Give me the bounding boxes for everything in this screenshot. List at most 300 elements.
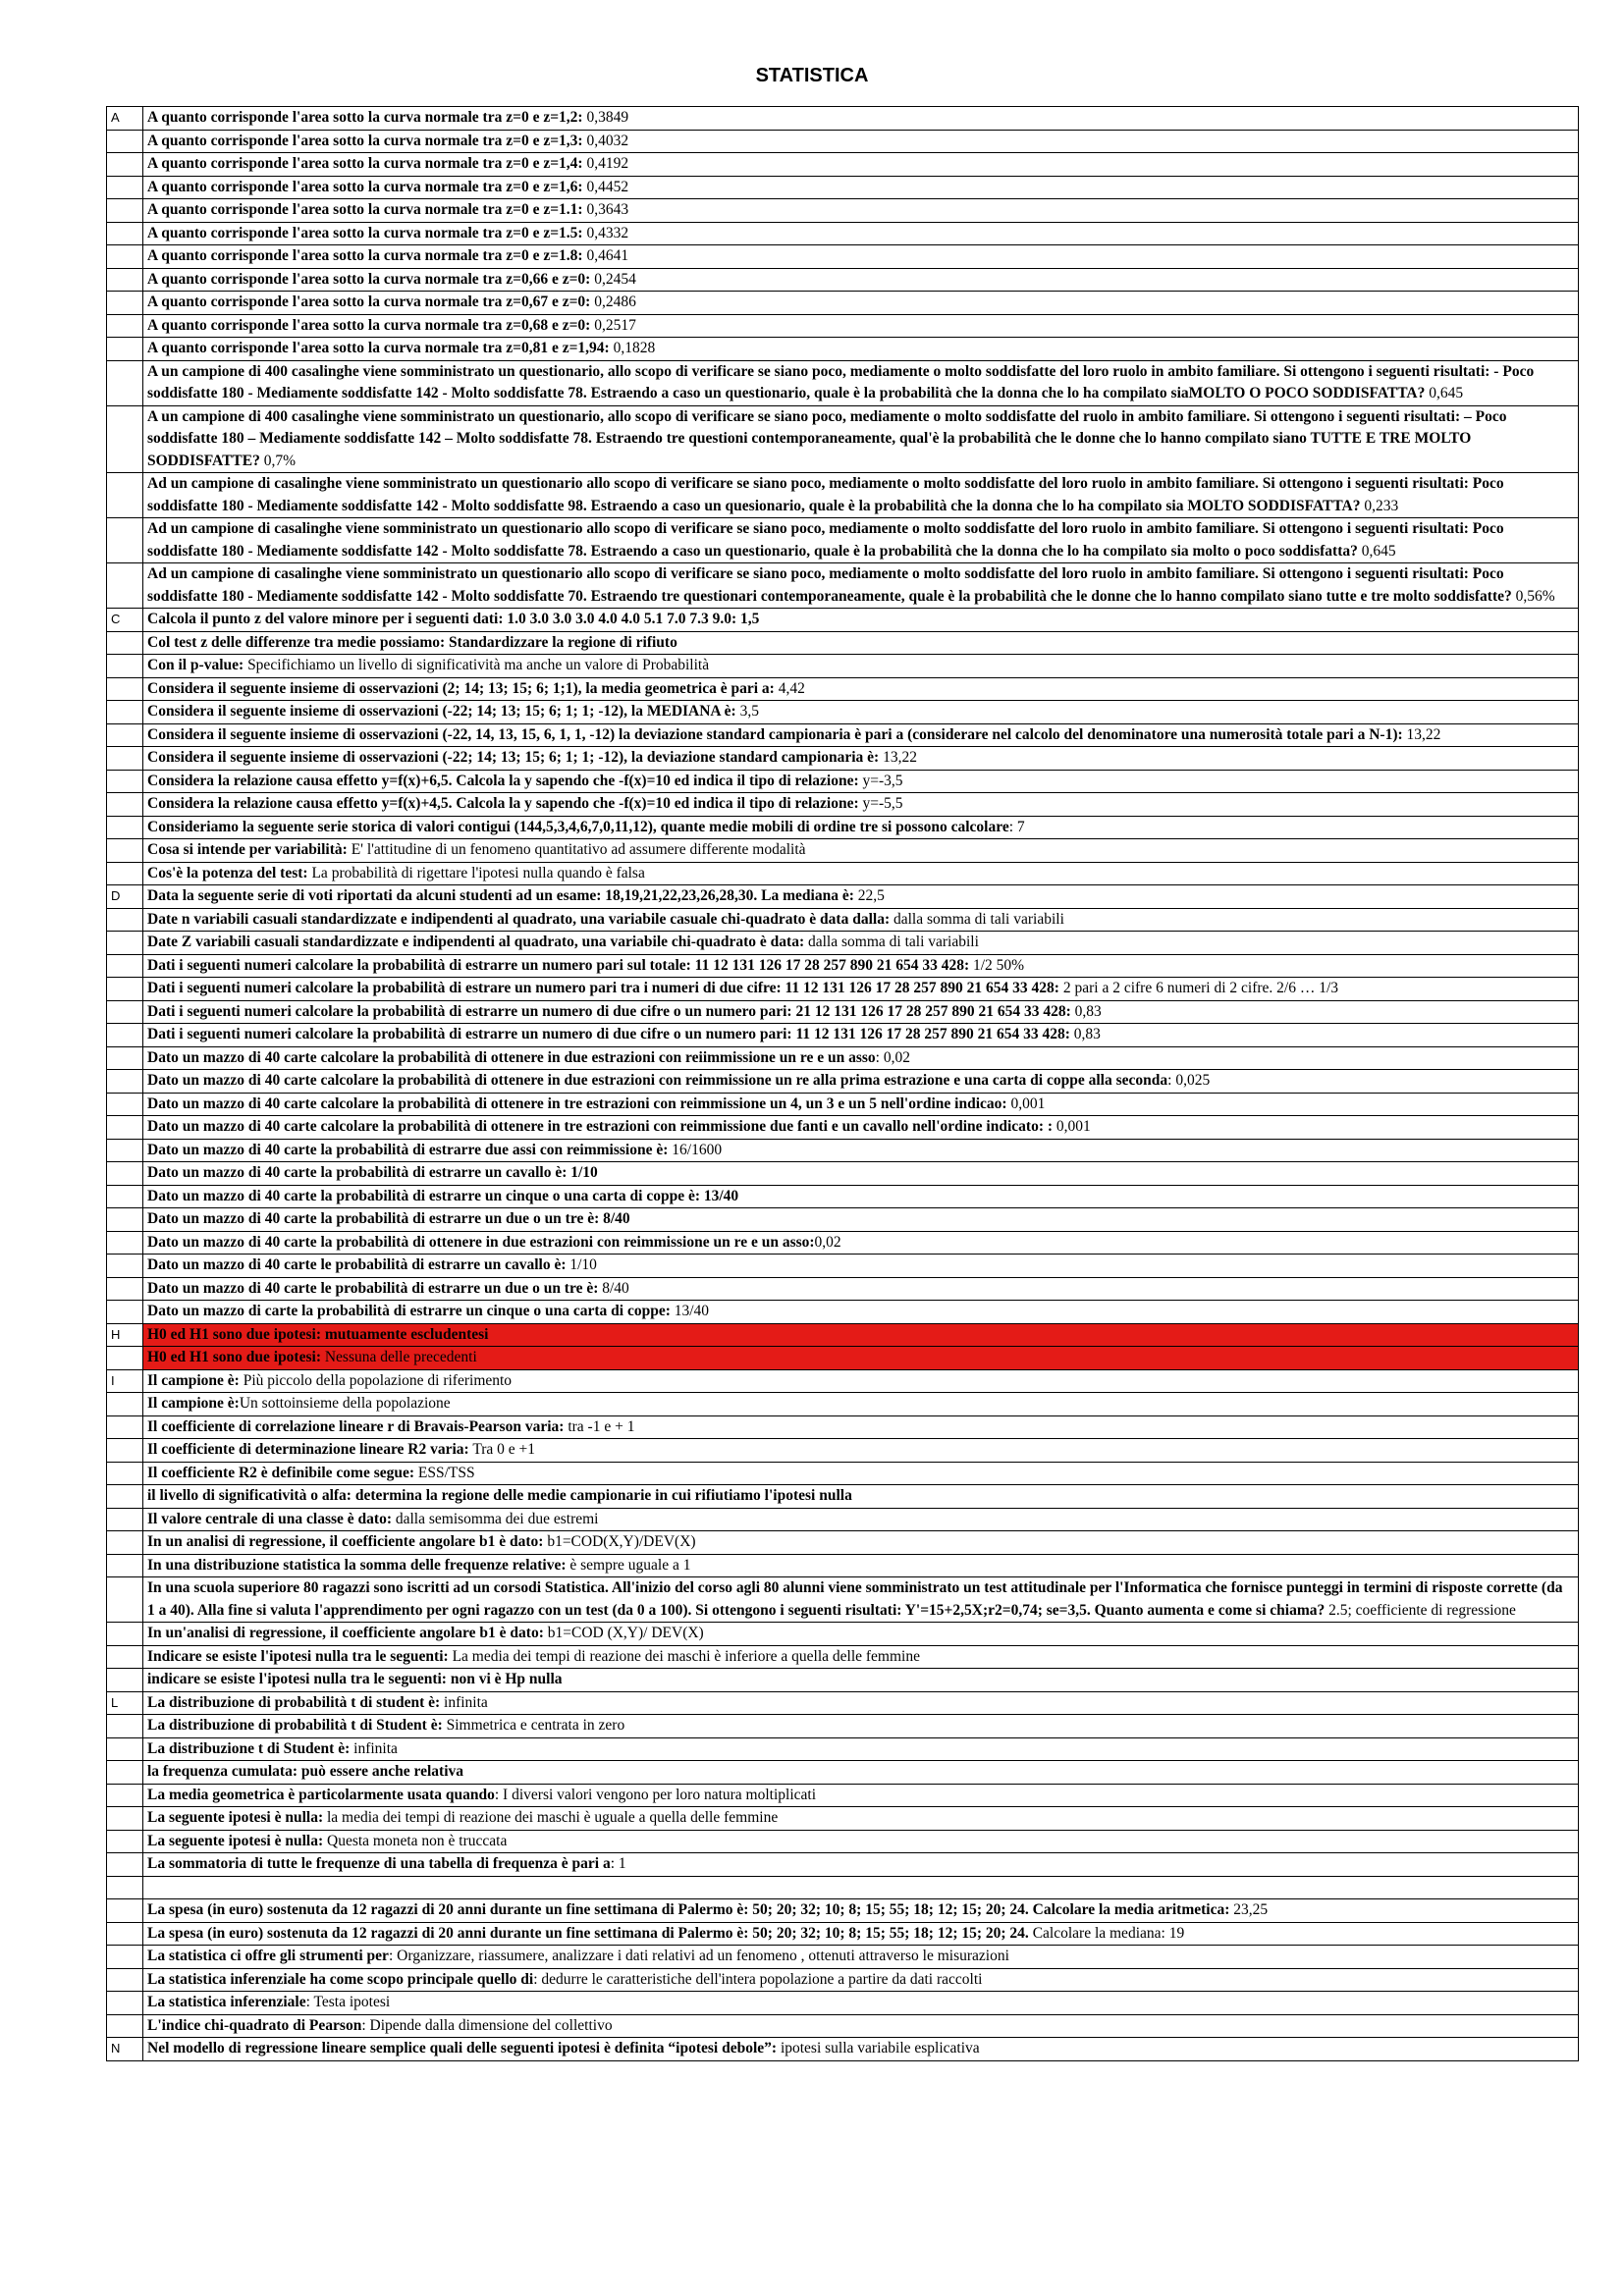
table-row: [107, 1185, 1579, 1208]
entry-cell: [143, 405, 1579, 473]
table-row: [107, 1737, 1579, 1761]
section-letter: [107, 1899, 143, 1923]
table-row: [107, 1439, 1579, 1463]
question-text: Dato un mazzo di carte la probabilità di estrarre un cinque o una carta di coppe:: [147, 1303, 671, 1319]
table-row: [107, 1715, 1579, 1738]
table-row: [107, 268, 1579, 292]
question-text: A quanto corrisponde l'area sotto la curva normale tra z=0 e z=1.1:: [147, 201, 583, 218]
table-row: [107, 1093, 1579, 1116]
entry-cell: [143, 1876, 1579, 1899]
table-row: [107, 1369, 1579, 1393]
section-letter: [107, 1623, 143, 1646]
section-letter: [107, 1737, 143, 1761]
table-row: [107, 1162, 1579, 1186]
question-text: Dato un mazzo di 40 carte le probabilità di estrarre un cavallo è:: [147, 1256, 567, 1273]
entry-cell: [143, 268, 1579, 292]
entry-cell: [143, 1393, 1579, 1416]
section-letter: [107, 1992, 143, 2015]
entry-cell: [143, 954, 1579, 978]
question-text: Considera il seguente insieme di osservazioni (2; 14; 13; 15; 6; 1;1), la media geometrica è pari a:: [147, 679, 775, 697]
answer-text: 0,2486: [590, 294, 636, 310]
answer-text: è sempre uguale a 1: [566, 1556, 691, 1574]
entry-cell: [143, 153, 1579, 177]
table-row: [107, 1000, 1579, 1024]
question-text: Indicare se esiste l'ipotesi nulla tra le seguenti:: [147, 1647, 449, 1665]
entry-cell: [143, 338, 1579, 361]
section-letter: [107, 268, 143, 292]
entry-cell: [143, 1899, 1579, 1923]
answer-text: 0,233: [1360, 497, 1399, 514]
section-letter: [107, 405, 143, 473]
question-text: Calcola il punto z del valore minore per i seguenti dati: 1.0 3.0 3.0 3.0 4.0 4.0 5.1 7.0 7.3 9.0: 1,5: [147, 611, 760, 627]
question-text: Dato un mazzo di 40 carte la probabilità di estrarre un cinque o una carta di coppe è: 13/40: [147, 1187, 739, 1204]
table-row: [107, 609, 1579, 632]
section-letter: [107, 1645, 143, 1669]
entry-cell: [143, 1231, 1579, 1255]
answer-text: 0,4192: [582, 155, 629, 172]
answer-text: 8/40: [598, 1279, 629, 1297]
table-row: [107, 1046, 1579, 1070]
entry-cell: [143, 1946, 1579, 1969]
question-text: La statistica ci offre gli strumenti per: [147, 1948, 389, 1964]
table-row: [107, 677, 1579, 701]
entry-cell: [143, 1070, 1579, 1094]
answer-text: Specifichiamo un livello di significatività ma anche un valore di Probabilità: [244, 657, 710, 673]
answer-text: 13,22: [879, 749, 917, 766]
answer-text: ipotesi sulla variabile esplicativa: [777, 2040, 980, 2056]
answer-text: : I diversi valori vengono per loro natura moltiplicati: [494, 1786, 817, 1803]
entry-cell: [143, 839, 1579, 863]
answer-text: E' l'attitudine di un fenomeno quantitativo ad assumere differente modalità: [347, 841, 806, 858]
section-letter: [107, 338, 143, 361]
question-text: indicare se esiste l'ipotesi nulla tra le seguenti: non vi è Hp nulla: [147, 1671, 563, 1687]
table-row: [107, 1946, 1579, 1969]
section-letter: [107, 314, 143, 338]
question-text: H0 ed H1 sono due ipotesi:: [147, 1349, 321, 1365]
section-letter: [107, 1853, 143, 1877]
answer-text: 0,3643: [582, 201, 629, 218]
entry-cell: [143, 2038, 1579, 2061]
question-text: La distribuzione t di Student è:: [147, 1739, 351, 1757]
table-row: [107, 954, 1579, 978]
section-letter: [107, 954, 143, 978]
answer-text: Simmetrica e centrata in zero: [442, 1717, 625, 1734]
answer-text: 2.5; coefficiente di regressione: [1325, 1601, 1516, 1619]
answer-text: tra -1 e + 1: [564, 1417, 635, 1435]
question-text: H0 ed H1 sono due ipotesi: mutuamente escludentesi: [147, 1325, 489, 1343]
section-letter: A: [107, 107, 143, 131]
question-text: Considera la relazione causa effetto y=f(x)+6,5. Calcola la y sapendo che -f(x)=10 ed indica il tipo di relazione:: [147, 772, 859, 789]
table-row: [107, 1853, 1579, 1877]
entry-cell: [143, 1992, 1579, 2015]
table-row: [107, 360, 1579, 405]
section-letter: [107, 1415, 143, 1439]
table-row: [107, 153, 1579, 177]
question-text: Il coefficiente di correlazione lineare r di Bravais-Pearson varia:: [147, 1417, 565, 1435]
entry-cell: [143, 245, 1579, 269]
question-text: Date n variabili casuali standardizzate e indipendenti al quadrato, una variabile casuale chi-quadrato è data dalla:: [147, 910, 891, 928]
question-text: Dato un mazzo di 40 carte calcolare la probabilità di ottenere in tre estrazioni con reimmissione un 4, un 3 e un 5 nell'ordine indicao:: [147, 1095, 1007, 1112]
entry-cell: [143, 563, 1579, 609]
question-text: Cosa si intende per variabilità:: [147, 841, 348, 858]
section-letter: [107, 793, 143, 817]
table-row: [107, 1554, 1579, 1577]
question-text: A quanto corrisponde l'area sotto la curva normale tra z=0 e z=1.5:: [147, 224, 583, 241]
table-row: [107, 292, 1579, 315]
answer-text: 0,645: [1357, 542, 1396, 560]
table-row: [107, 1807, 1579, 1831]
section-letter: I: [107, 1369, 143, 1393]
table-row: [107, 1208, 1579, 1232]
entry-cell: [143, 199, 1579, 223]
question-text: A un campione di 400 casalinghe viene somministrato un questionario, allo scopo di verificare se siano poco, mediamente o molto soddisfatte del loro ruolo in ambito familiare. Si ottengono i seguenti risultati: - Poco soddisfatte 180 - Mediamente soddisfatte 142 - Molto soddisfatte 78. Estraendo a caso un questionario, quale è la probabilità che la donna che lo ha compilato siaMOLTO O POCO SODDISFATTA?: [147, 362, 1535, 401]
table-row: [107, 405, 1579, 473]
table-row: [107, 816, 1579, 839]
answer-text: la media dei tempi di reazione dei maschi è uguale a quella delle femmine: [323, 1809, 779, 1826]
table-row: [107, 1462, 1579, 1485]
section-letter: [107, 862, 143, 885]
entry-cell: [143, 176, 1579, 199]
entry-cell: [143, 314, 1579, 338]
entry-cell: [143, 1439, 1579, 1463]
answer-text: y=-5,5: [858, 795, 903, 812]
table-row: [107, 130, 1579, 153]
question-text: Dato un mazzo di 40 carte calcolare la probabilità di ottenere in tre estrazioni con reimmissione due fanti e un cavallo nell'ordine indicato: :: [147, 1118, 1054, 1135]
entry-cell: [143, 1577, 1579, 1623]
table-row: [107, 176, 1579, 199]
entry-cell: [143, 1347, 1579, 1370]
question-text: La distribuzione di probabilità t di Student è:: [147, 1717, 443, 1734]
table-row: [107, 1415, 1579, 1439]
table-row: [107, 1876, 1579, 1899]
table-row: [107, 1485, 1579, 1509]
entry-cell: [143, 1415, 1579, 1439]
answer-text: 3,5: [735, 703, 759, 720]
question-text: Il campione è:: [147, 1395, 240, 1412]
entry-cell: [143, 1485, 1579, 1509]
section-letter: [107, 1715, 143, 1738]
question-text: La seguente ipotesi è nulla:: [147, 1832, 324, 1849]
section-letter: [107, 1093, 143, 1116]
entry-cell: [143, 222, 1579, 245]
answer-text: 0,4032: [582, 132, 629, 149]
section-letter: [107, 360, 143, 405]
section-letter: [107, 816, 143, 839]
table-row: [107, 1231, 1579, 1255]
question-text: La statistica inferenziale: [147, 1994, 306, 2010]
question-text: Nel modello di regressione lineare semplice quali delle seguenti ipotesi è definita “ipotesi debole”:: [147, 2040, 778, 2056]
section-letter: [107, 1669, 143, 1692]
answer-text: 0,4641: [582, 247, 629, 264]
entry-cell: [143, 1208, 1579, 1232]
question-text: Ad un campione di casalinghe viene somministrato un questionario allo scopo di verificare se siano poco, mediamente o molto soddisfatte del loro ruolo in ambito familiare. Si ottengono i seguenti risultati: Poco soddisfatte 180 - Mediamente soddisfatte 142 - Molto soddisfatte 70. Estraendo tre questionari contemporaneamente, quale è la probabilità che le donne che lo hanno compilato siano tutte e tre molto soddisfatte?: [147, 565, 1512, 605]
entry-cell: [143, 130, 1579, 153]
entry-cell: [143, 1000, 1579, 1024]
section-letter: [107, 222, 143, 245]
entry-cell: [143, 677, 1579, 701]
question-text: A quanto corrisponde l'area sotto la curva normale tra z=0,67 e z=0:: [147, 294, 591, 310]
answer-text: : Dipende dalla dimensione del collettivo: [361, 2016, 613, 2034]
entry-cell: [143, 1554, 1579, 1577]
question-text: Considera il seguente insieme di osservazioni (-22; 14; 13; 15; 6; 1; 1; -12), la MEDIANA è:: [147, 703, 736, 720]
question-text: La spesa (in euro) sostenuta da 12 ragazzi di 20 anni durante un fine settimana di Palermo è: 50; 20; 32; 10; 8; 15; 55; 18; 12; 15; 20; 24.: [147, 1924, 1029, 1942]
answer-text: 1/10: [566, 1256, 597, 1273]
answer-text: y=-3,5: [858, 772, 903, 789]
section-letter: [107, 1301, 143, 1324]
question-text: Cos'è la potenza del test:: [147, 864, 308, 881]
entry-cell: [143, 292, 1579, 315]
question-text: Dati i seguenti numeri calcolare la probabilità di estrare un numero pari tra i numeri di due cifre: 11 12 131 126 17 28 257 890 21 654 33 428:: [147, 980, 1059, 996]
table-row: [107, 1323, 1579, 1347]
answer-text: 22,5: [853, 887, 885, 904]
table-row: [107, 2014, 1579, 2038]
section-letter: [107, 1876, 143, 1899]
section-letter: [107, 1968, 143, 1992]
question-text: la frequenza cumulata: può essere anche relativa: [147, 1763, 464, 1780]
section-letter: [107, 1162, 143, 1186]
section-letter: [107, 770, 143, 793]
section-letter: [107, 1139, 143, 1162]
question-text: A quanto corrisponde l'area sotto la curva normale tra z=0 e z=1,3:: [147, 132, 583, 149]
table-row: [107, 932, 1579, 955]
answer-text: 2 pari a 2 cifre 6 numeri di 2 cifre. 2/6 … 1/3: [1058, 980, 1339, 996]
entry-cell: [143, 1046, 1579, 1070]
answer-text: 0,3849: [582, 109, 629, 126]
question-text: Date Z variabili casuali standardizzate e indipendenti al quadrato, una variabile chi-quadrato è data:: [147, 934, 805, 950]
section-letter: [107, 1277, 143, 1301]
table-row: [107, 338, 1579, 361]
entry-cell: [143, 1737, 1579, 1761]
answer-text: 0,02: [814, 1233, 841, 1251]
section-letter: N: [107, 2038, 143, 2061]
answer-text: 0,001: [1053, 1118, 1091, 1135]
section-letter: [107, 1577, 143, 1623]
section-letter: [107, 1761, 143, 1785]
entry-cell: [143, 1853, 1579, 1877]
table-row: [107, 199, 1579, 223]
table-row: [107, 1761, 1579, 1785]
question-text: In un analisi di regressione, il coefficiente angolare b1 è dato:: [147, 1533, 544, 1550]
table-row: [107, 1669, 1579, 1692]
question-text: Considera la relazione causa effetto y=f(x)+4,5. Calcola la y sapendo che -f(x)=10 ed indica il tipo di relazione:: [147, 795, 859, 812]
entry-cell: [143, 1715, 1579, 1738]
section-letter: [107, 1000, 143, 1024]
question-text: Col test z delle differenze tra medie possiamo: Standardizzare la regione di rifiuto: [147, 633, 677, 651]
question-text: Il campione è:: [147, 1371, 240, 1389]
question-text: Consideriamo la seguente serie storica di valori contigui (144,5,3,4,6,7,0,11,12), quante medie mobili di ordine tre si possono calcolare: [147, 818, 1009, 835]
table-row: [107, 1922, 1579, 1946]
entry-cell: [143, 1761, 1579, 1785]
question-text: L'indice chi-quadrato di Pearson: [147, 2016, 362, 2034]
question-text: A un campione di 400 casalinghe viene somministrato un questionario, allo scopo di verificare se siano poco, mediamente o molto soddisfatte del ruolo in ambito familiare. Si ottengono i seguenti risultati: – Poco soddisfatte 180 – Mediamente soddisfatte 142 – Molto soddisfatte 78. Estraendo tre questioni contemporaneamente, qual'è la probabilità che le donne che lo hanno compilato siano TUTTE E TRE MOLTO SODDISFATTE?: [147, 407, 1507, 469]
table-row: [107, 1024, 1579, 1047]
answer-text: Calcolare la mediana: 19: [1028, 1924, 1185, 1942]
section-letter: [107, 2014, 143, 2038]
section-letter: [107, 1531, 143, 1555]
section-letter: [107, 563, 143, 609]
answer-text: 4,42: [774, 679, 805, 697]
table-row: [107, 885, 1579, 909]
table-row: [107, 793, 1579, 817]
table-row: [107, 1393, 1579, 1416]
entry-cell: [143, 885, 1579, 909]
answer-text: : dedurre le caratteristiche dell'intera popolazione a partire da dati raccolti: [533, 1970, 983, 1988]
table-row: [107, 1645, 1579, 1669]
section-letter: [107, 932, 143, 955]
entry-cell: [143, 1185, 1579, 1208]
section-letter: [107, 677, 143, 701]
entry-cell: [143, 1139, 1579, 1162]
section-letter: [107, 747, 143, 771]
section-letter: [107, 1347, 143, 1370]
answer-text: 0,2517: [590, 316, 636, 334]
answer-text: : 1: [610, 1855, 626, 1872]
question-text: Dati i seguenti numeri calcolare la probabilità di estrarre un numero pari sul totale: 11 12 131 126 17 28 257 890 21 654 33 428:: [147, 956, 970, 974]
question-text: Il valore centrale di una classe è dato:: [147, 1510, 392, 1527]
question-text: Dati i seguenti numeri calcolare la probabilità di estrarre un numero di due cifre o un numero pari: 11 12 131 126 17 28 257 890 21 654 33 428:: [147, 1026, 1070, 1042]
section-letter: [107, 978, 143, 1001]
section-letter: [107, 1231, 143, 1255]
table-row: [107, 770, 1579, 793]
table-row: [107, 631, 1579, 655]
table-row: [107, 1255, 1579, 1278]
answer-text: Un sottoinsieme della popolazione: [239, 1395, 451, 1412]
table-row: [107, 473, 1579, 518]
answer-text: 13/40: [670, 1303, 710, 1319]
section-letter: [107, 1046, 143, 1070]
table-row: [107, 1899, 1579, 1923]
table-row: [107, 245, 1579, 269]
entry-cell: [143, 816, 1579, 839]
section-letter: [107, 1255, 143, 1278]
section-letter: [107, 723, 143, 747]
answer-text: 0,1828: [609, 340, 656, 356]
entry-cell: [143, 1691, 1579, 1715]
section-letter: [107, 153, 143, 177]
answer-text: 0,4452: [582, 178, 629, 195]
table-row: [107, 1992, 1579, 2015]
table-row: [107, 701, 1579, 724]
answer-text: 0,83: [1069, 1026, 1101, 1042]
table-row: [107, 1531, 1579, 1555]
entry-cell: [143, 2014, 1579, 2038]
answer-text: dalla somma di tali variabili: [890, 910, 1064, 928]
answer-text: b1=COD (X,Y)/ DEV(X): [543, 1625, 704, 1641]
table-row: [107, 1116, 1579, 1140]
section-letter: C: [107, 609, 143, 632]
entry-cell: [143, 1508, 1579, 1531]
entry-cell: [143, 701, 1579, 724]
entry-cell: [143, 1162, 1579, 1186]
section-letter: [107, 1024, 143, 1047]
answer-text: : 0,02: [875, 1048, 910, 1066]
answer-text: 0,56%: [1511, 587, 1555, 605]
question-text: La sommatoria di tutte le frequenze di una tabella di frequenza è pari a: [147, 1855, 611, 1872]
entry-cell: [143, 1645, 1579, 1669]
section-letter: [107, 1784, 143, 1807]
section-letter: [107, 1439, 143, 1463]
section-letter: [107, 839, 143, 863]
table-row: [107, 908, 1579, 932]
entry-cell: [143, 1116, 1579, 1140]
entry-cell: [143, 1623, 1579, 1646]
table-row: [107, 1508, 1579, 1531]
entry-cell: [143, 1301, 1579, 1324]
table-row: [107, 107, 1579, 131]
page-title: STATISTICA: [755, 65, 869, 86]
answer-text: Questa moneta non è truccata: [323, 1832, 508, 1849]
answer-text: Più piccolo della popolazione di riferimento: [239, 1371, 513, 1389]
section-letter: [107, 631, 143, 655]
question-text: Dato un mazzo di 40 carte la probabilità di estrarre un due o un tre è: 8/40: [147, 1210, 630, 1227]
question-text: Considera il seguente insieme di osservazioni (-22; 14; 13; 15; 6; 1; 1; -12), la deviazione standard campionaria è:: [147, 749, 880, 766]
table-row: [107, 1784, 1579, 1807]
table-row: [107, 978, 1579, 1001]
question-text: La statistica inferenziale ha come scopo principale quello di: [147, 1970, 534, 1988]
table-row: [107, 1301, 1579, 1324]
section-letter: [107, 1830, 143, 1853]
answer-text: Nessuna delle precedenti: [320, 1349, 477, 1365]
table-row: [107, 563, 1579, 609]
answer-text: 13,22: [1402, 725, 1441, 743]
question-text: Dato un mazzo di 40 carte la probabilità di estrarre due assi con reimmissione è:: [147, 1141, 669, 1158]
table-row: [107, 1577, 1579, 1623]
question-text: Dato un mazzo di 40 carte calcolare la probabilità di ottenere in due estrazioni con reiimmissione un re e un asso: [147, 1048, 876, 1066]
answer-text: ESS/TSS: [414, 1464, 475, 1481]
question-text: A quanto corrisponde l'area sotto la curva normale tra z=0,81 e z=1,94:: [147, 340, 610, 356]
answer-text: 0,4332: [582, 224, 629, 241]
answer-text: : 0,025: [1167, 1072, 1211, 1089]
answer-text: 0,83: [1070, 1002, 1102, 1020]
entry-cell: [143, 723, 1579, 747]
table-row: [107, 1070, 1579, 1094]
table-row: [107, 747, 1579, 771]
question-text: Con il p-value:: [147, 657, 244, 673]
answer-text: 0,645: [1425, 385, 1464, 401]
answer-text: 16/1600: [668, 1141, 723, 1158]
table-row: [107, 2038, 1579, 2061]
question-text: A quanto corrisponde l'area sotto la curva normale tra z=0 e z=1,6:: [147, 178, 583, 195]
section-letter: [107, 1116, 143, 1140]
entry-cell: [143, 1255, 1579, 1278]
entry-cell: [143, 1807, 1579, 1831]
answer-text: dalla semisomma dei due estremi: [391, 1510, 599, 1527]
entry-cell: [143, 107, 1579, 131]
answer-text: : Testa ipotesi: [305, 1994, 391, 2010]
section-letter: [107, 1508, 143, 1531]
section-letter: [107, 518, 143, 563]
question-text: A quanto corrisponde l'area sotto la curva normale tra z=0 e z=1.8:: [147, 247, 583, 264]
entry-cell: [143, 360, 1579, 405]
entry-cell: [143, 655, 1579, 678]
question-text: Dato un mazzo di 40 carte la probabilità di ottenere in due estrazioni con reimmissione un re e un asso:: [147, 1233, 815, 1251]
entry-cell: [143, 473, 1579, 518]
section-letter: [107, 1946, 143, 1969]
question-text: Considera il seguente insieme di osservazioni (-22, 14, 13, 15, 6, 1, 1, -12) la deviazione standard campionaria è pari a (considerare nel calcolo del denominatore una numerosità totale pari a N-1):: [147, 725, 1403, 743]
entry-cell: [143, 1922, 1579, 1946]
question-text: Dato un mazzo di 40 carte le probabilità di estrarre un due o un tre è:: [147, 1279, 599, 1297]
question-text: A quanto corrisponde l'area sotto la curva normale tra z=0 e z=1,2:: [147, 109, 583, 126]
qa-table: [106, 106, 1579, 2061]
question-text: Il coefficiente di determinazione lineare R2 varia:: [147, 1441, 469, 1458]
answer-text: 0,001: [1006, 1095, 1046, 1112]
answer-text: 0,2454: [590, 270, 636, 288]
section-letter: [107, 1208, 143, 1232]
answer-text: b1=COD(X,Y)/DEV(X): [543, 1533, 696, 1550]
question-text: Dati i seguenti numeri calcolare la probabilità di estrarre un numero di due cifre o un numero pari: 21 12 131 126 17 28 257 890 21 654 33 428:: [147, 1002, 1071, 1020]
table-row: [107, 1830, 1579, 1853]
answer-text: 0,7%: [259, 452, 297, 469]
